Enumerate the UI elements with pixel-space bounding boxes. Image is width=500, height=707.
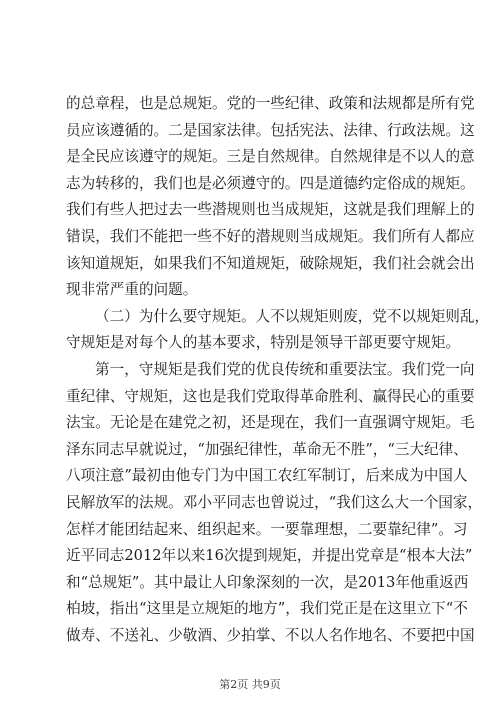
text-line: 民解放军的法规。邓小平同志也曾说过，“我们这么大一个国家， [66,493,483,511]
text-line: 该知道规矩，如果我们不知道规矩，破除规矩，我们社会就会出 [66,254,475,272]
text-line: 我们有些人把过去一些潜规则也当成规矩，这就是我们理解上的 [66,201,475,219]
text-line: 柏坡，指出“这里是立规矩的地方”，我们党正是在这里立下“不 [66,600,468,618]
text-line: 错误，我们不能把一些不好的潜规则当成规矩。我们所有人都应 [66,227,475,245]
text-line: 是全民应该遵守的规矩。三是自然规律。自然规律是不以人的意 [66,148,475,166]
text-line: 怎样才能团结起来、组织起来。一要靠理想，二要靠纪律”。习 [66,520,468,538]
paragraph-start-line: 第一，守规矩是我们党的优良传统和重要法宝。我们党一向 [95,360,475,378]
text-line: 的总章程，也是总规矩。党的一些纪律、政策和法规都是所有党 [66,95,475,112]
text-line: 法宝。无论是在建党之初，还是现在，我们一直强调守规矩。毛 [66,414,475,432]
page-number-footer: 第2页 共9页 [219,678,281,691]
text-line: 志为转移的，我们也是必须遵守的。四是道德约定俗成的规矩。 [66,174,475,192]
text-line: 和“总规矩”。其中最让人印象深刻的一次，是2013年他重返西 [66,573,469,591]
section-heading-line: （二）为什么要守规矩。人不以规矩则废，党不以规矩则乱， [95,307,490,325]
text-line: 泽东同志早就说过，“加强纪律性，革命无不胜”，“三大纪律、 [66,440,468,458]
text-line: 现非常严重的问题。 [66,281,198,299]
text-line: 做寿、不送礼、少敬酒、少拍掌、不以人名作地名、不要把中国 [66,626,475,644]
document-body [66,91,490,649]
text-line: 重纪律、守规矩，这也是我们党取得革命胜利、赢得民心的重要 [66,387,475,405]
text-line: 八项注意”最初由他专门为中国工农红军制订，后来成为中国人 [66,467,468,485]
text-line: 近平同志2012年以来16次提到规矩，并提出党章是“根本大法” [66,547,473,565]
text-line: 员应该遵循的。二是国家法律。包括宪法、法律、行政法规。这 [66,121,475,139]
text-line: 守规矩是对每个人的基本要求，特别是领导干部更要守规矩。 [66,334,461,352]
